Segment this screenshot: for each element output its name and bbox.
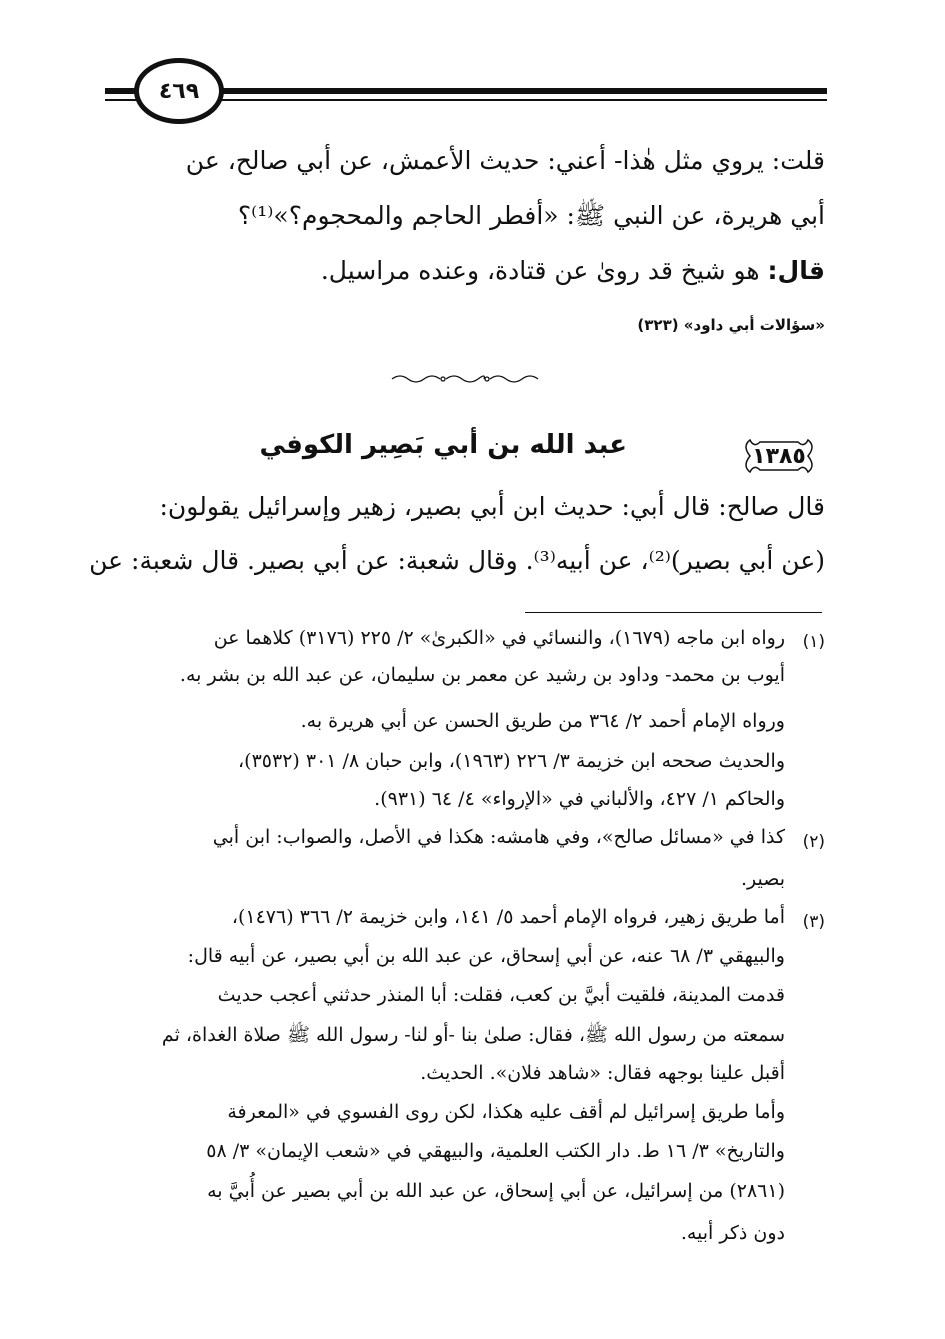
ornament-divider [390,372,540,386]
entry-number: ١٣٨٥ [752,443,806,469]
body-line-3 [321,256,825,285]
qala-label: قال: [767,256,825,285]
footnote-2-line-1: كذا في «مسائل صالح»، وفي هامشه: هكذا في الأصل، والصواب: ابن أبي [212,826,785,848]
body-line-1: قلت: يروي مثل هٰذا- أعني: حديث الأعمش، عن أبي صالح، عن [185,146,825,175]
footnote-3-line-2: والبيهقي ٣/ ٦٨ عنه، عن أبي إسحاق، عن عبد الله بن أبي بصير، عن أبيه قال: [187,945,785,967]
footnote-2-number: (٢) [802,832,825,852]
header-rule-thin [205,99,827,101]
footnote-1-number: (١) [802,632,825,652]
footnote-3-line-4: سمعته من رسول الله ﷺ، فقال: صلىٰ بنا -أو لنا- رسول الله ﷺ صلاة الغداة، ثم [161,1024,785,1046]
footnote-3-line-8: (٢٨٦١) من إسرائيل، عن أبي إسحاق، عن عبد الله بن أبي بصير عن أُبيَّ به [207,1180,785,1202]
footnote-3-number: (٣) [802,912,825,932]
page-number: ٤٦٩ [134,58,224,124]
entry-line-2: (عن أبي بصير)⁽²⁾، عن أبيه⁽³⁾. وقال شعبة: عن أبي بصير. قال شعبة: عن [89,546,825,575]
footnote-1-line-2: أيوب بن محمد- وداود بن رشيد عن معمر بن سليمان، عن عبد الله بن بشر به. [179,664,785,686]
footnote-1-line-4: والحديث صححه ابن خزيمة ٣/ ٢٢٦ (١٩٦٣)، وابن حبان ٨/ ٣٠١ (٣٥٣٢)، [238,750,785,772]
source-citation: «سؤالات أبي داود» (٣٢٣) [637,316,825,334]
entry-line-1: قال صالح: قال أبي: حديث ابن أبي بصير، زهير وإسرائيل يقولون: [159,492,825,521]
footnote-3-line-3: قدمت المدينة، فلقيت أبيَّ بن كعب، فقلت: أبا المنذر حدثني أعجب حديث [217,984,785,1006]
footnote-separator [525,612,822,613]
qala-text: هو شيخ قد رویٰ عن قتادة، وعنده مراسيل. [320,256,760,285]
footnote-1-line-1: رواه ابن ماجه (١٦٧٩)، والنسائي في «الكبرىٰ» ٢/ ٢٢٥ (٣١٧٦) كلاهما عن [213,627,785,649]
footnote-1-line-5: والحاكم ١/ ٤٢٧، والألباني في «الإرواء» ٤/ ٦٤ (٩٣١). [374,788,785,810]
body-line-2: أبي هريرة، عن النبي ﷺ: «أفطر الحاجم والمحجوم؟»⁽¹⁾؟ [237,201,825,230]
entry-title: عبد الله بن أبي بَصِير الكوفي [259,430,627,460]
footnote-3-line-1: أما طريق زهير، فرواه الإمام أحمد ٥/ ١٤١، وابن خزيمة ٢/ ٣٦٦ (١٤٧٦)، [231,906,785,928]
footnote-1-line-3: ورواه الإمام أحمد ٢/ ٣٦٤ من طريق الحسن عن أبي هريرة به. [300,710,785,732]
footnote-3-line-9: دون ذكر أبيه. [680,1222,785,1244]
footnote-3-line-7: والتاريخ» ٣/ ١٦ ط. دار الكتب العلمية، والبيهقي في «شعب الإيمان» ٣/ ٥٨ [206,1140,785,1162]
footnote-3-line-6: وأما طريق إسرائيل لم أقف عليه هكذا، لكن روى الفسوي في «المعرفة [227,1101,785,1123]
header-rule-thick [205,88,827,94]
entry-number-badge [740,436,818,476]
footnote-2-line-2: بصير. [740,868,785,890]
footnote-3-line-5: أقبل علينا بوجهه فقال: «شاهد فلان». الحديث. [420,1062,785,1084]
